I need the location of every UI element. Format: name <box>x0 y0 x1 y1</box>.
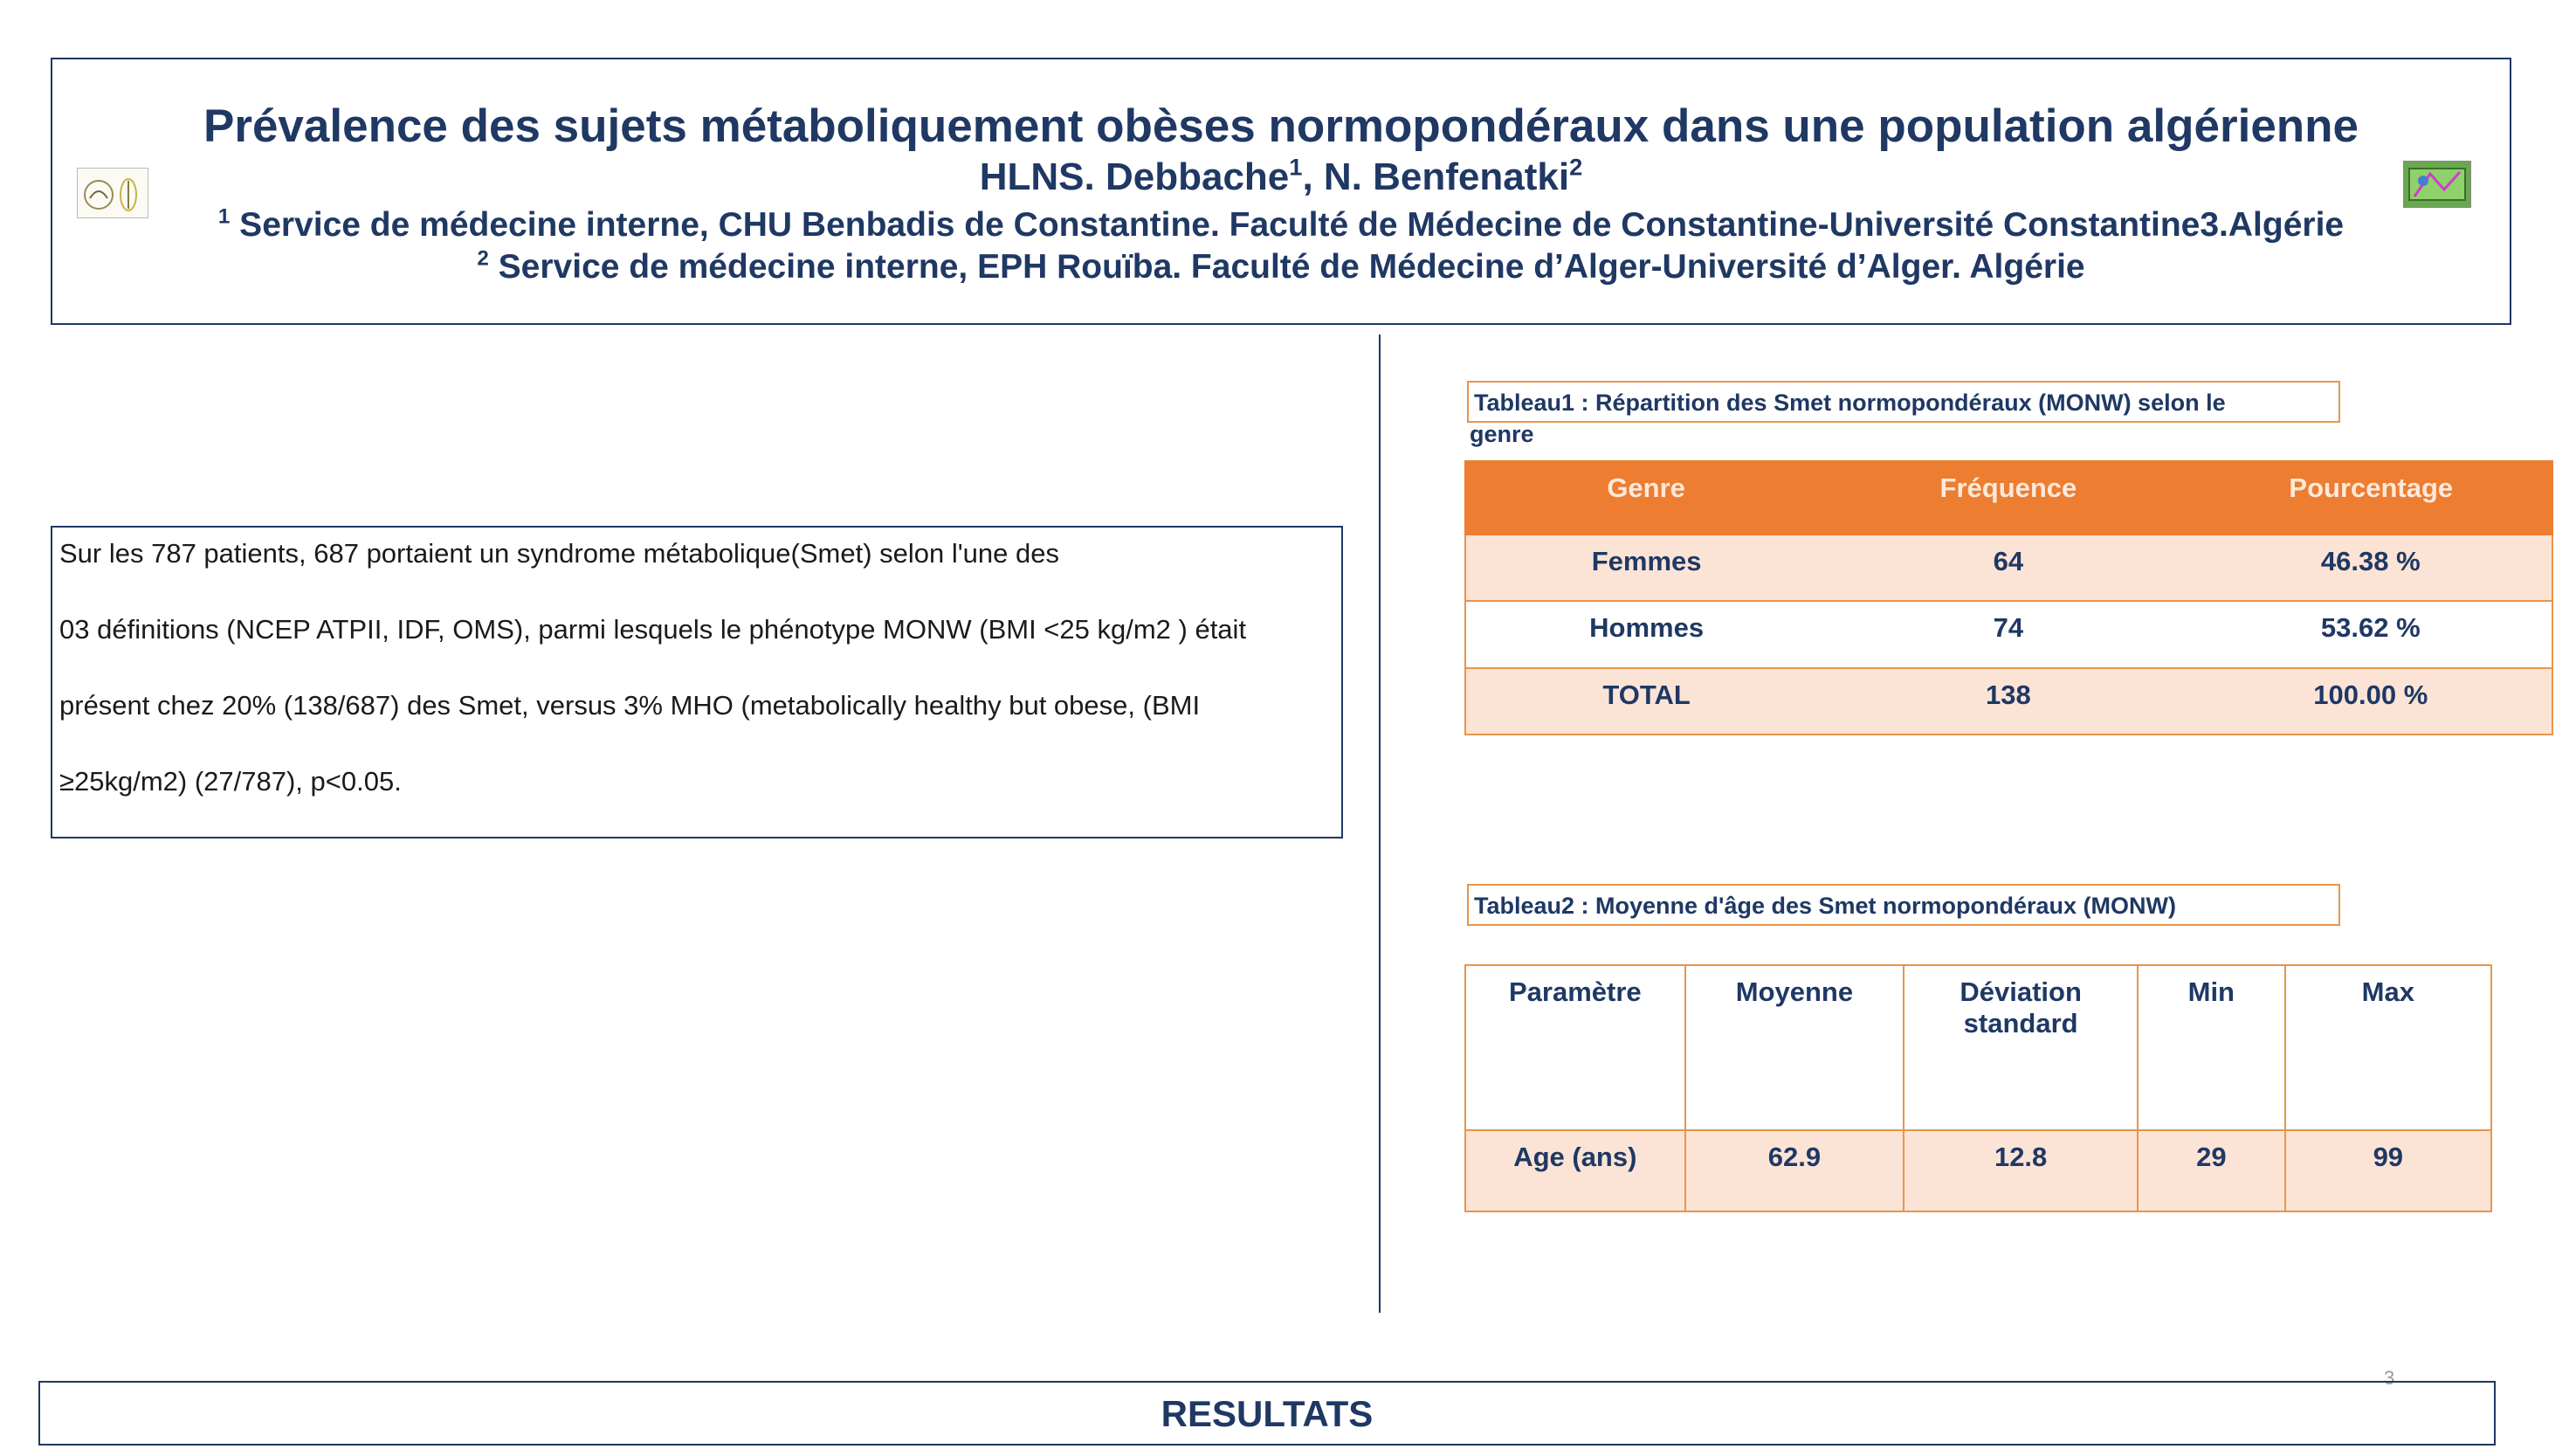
affiliation-1-mark: 1 <box>217 204 231 229</box>
table-cell: Hommes <box>1465 601 1827 668</box>
table2-header-min: Min <box>2138 965 2285 1130</box>
page-number: 3 <box>2384 1367 2395 1389</box>
affiliation-2 <box>52 248 2510 286</box>
table1-header-genre: Genre <box>1465 461 1827 535</box>
table-row <box>1465 668 2552 735</box>
table2-header-max: Max <box>2285 965 2491 1130</box>
summary-line-3: présent chez 20% (138/687) des Smet, versus 3% MHO (metabolically healthy but obese, (BMI <box>59 690 1201 721</box>
table-cell: 53.62 % <box>2190 601 2552 668</box>
table-header-row <box>1465 965 2491 1130</box>
authors-line <box>52 155 2510 199</box>
table1-caption-text: Tableau1 : Répartition des Smet normopondéraux (MONW) selon le <box>1474 390 2226 416</box>
table-row <box>1465 1130 2491 1211</box>
author-1: HLNS. Debbache <box>979 155 1290 198</box>
results-summary-box <box>51 526 1343 838</box>
summary-line-1: Sur les 787 patients, 687 portaient un syndrome métabolique(Smet) selon l'une des <box>59 538 1059 569</box>
table1-caption <box>1467 381 2340 423</box>
affiliation-2-text: Service de médecine interne, EPH Rouïba. Faculté de Médecine d’Alger-Université d’Alger. Algérie <box>488 248 2085 286</box>
table-cell: 100.00 % <box>2190 668 2552 735</box>
table1-caption-continued: genre <box>1470 421 1534 447</box>
table-cell: 99 <box>2285 1130 2491 1211</box>
table2-caption-text: Tableau2 : Moyenne d'âge des Smet normopondéraux (MONW) <box>1474 893 2177 919</box>
table1-header-frequence: Fréquence <box>1827 461 2189 535</box>
table2-header-parametre: Paramètre <box>1465 965 1685 1130</box>
table-cell: 12.8 <box>1904 1130 2138 1211</box>
table-cell: 64 <box>1827 535 2189 601</box>
affiliation-1-text: Service de médecine interne, CHU Benbadis de Constantine. Faculté de Médecine de Constantine-Université Constantine3.Algérie <box>230 206 2345 244</box>
section-title-resultats: RESULTATS <box>38 1381 2496 1446</box>
table-cell: 29 <box>2138 1130 2285 1211</box>
summary-line-4: ≥25kg/m2) (27/787), p<0.05. <box>59 766 402 797</box>
table-cell: 138 <box>1827 668 2189 735</box>
table-header-row <box>1465 461 2552 535</box>
table-cell: 46.38 % <box>2190 535 2552 601</box>
poster-header <box>51 58 2511 325</box>
summary-line-2: 03 définitions (NCEP ATPII, IDF, OMS), parmi lesquels le phénotype MONW (BMI <25 kg/m2 ) était <box>59 614 1247 645</box>
author-1-affiliation-mark: 1 <box>1289 153 1303 181</box>
table2-caption <box>1467 884 2340 926</box>
table-row <box>1465 535 2552 601</box>
author-2-affiliation-mark: 2 <box>1569 153 1583 181</box>
hospital-logo-icon <box>2403 161 2471 208</box>
table-cell: Age (ans) <box>1465 1130 1685 1211</box>
table1-header-pourcentage: Pourcentage <box>2190 461 2552 535</box>
poster-title: Prévalence des sujets métaboliquement obèses normopondéraux dans une population algérienne <box>203 100 2359 152</box>
table2-header-deviation: Déviation standard <box>1904 965 2138 1130</box>
table-cell: 62.9 <box>1685 1130 1904 1211</box>
table1-gender-distribution <box>1464 460 2553 735</box>
table-cell: TOTAL <box>1465 668 1827 735</box>
table-cell: 74 <box>1827 601 2189 668</box>
table2-header-moyenne: Moyenne <box>1685 965 1904 1130</box>
author-separator: , N. Benfenatki <box>1302 155 1570 198</box>
table-row <box>1465 601 2552 668</box>
table-cell: Femmes <box>1465 535 1827 601</box>
column-divider <box>1379 335 1381 1313</box>
affiliation-1 <box>52 206 2510 245</box>
affiliation-2-mark: 2 <box>477 246 489 271</box>
table2-age-statistics <box>1464 964 2492 1212</box>
